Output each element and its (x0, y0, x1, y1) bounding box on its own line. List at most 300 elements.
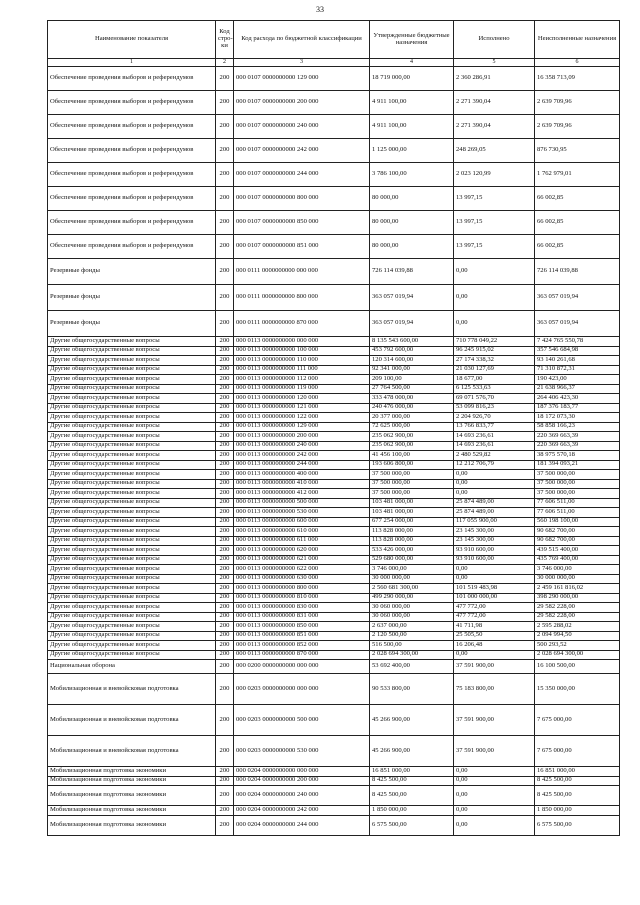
row-name: Другие общегосударственные вопросы (48, 546, 216, 556)
table-row (48, 641, 620, 651)
row-approved: 80 000,00 (370, 187, 454, 211)
row-budget-code: 000 0113 0000000000 630 000 (234, 574, 370, 584)
row-executed: 6 125 533,63 (454, 384, 535, 394)
row-approved: 80 000,00 (370, 235, 454, 259)
row-executed: 23 145 300,00 (454, 536, 535, 546)
row-name: Национальная оборона (48, 660, 216, 674)
row-executed: 18 677,00 (454, 375, 535, 385)
row-executed: 13 997,15 (454, 235, 535, 259)
col-number: 3 (234, 59, 370, 67)
row-line-code: 200 (216, 479, 234, 489)
row-executed: 53 099 816,23 (454, 403, 535, 413)
row-remaining: 66 002,85 (535, 235, 620, 259)
row-executed: 25 874 489,00 (454, 498, 535, 508)
row-name: Другие общегосударственные вопросы (48, 451, 216, 461)
row-budget-code: 000 0204 0000000000 244 000 (234, 815, 370, 835)
table-row (48, 767, 620, 777)
row-line-code: 200 (216, 705, 234, 736)
table-row (48, 674, 620, 705)
row-approved: 516 500,00 (370, 641, 454, 651)
budget-execution-table (47, 20, 620, 836)
row-budget-code: 000 0113 0000000000 831 000 (234, 612, 370, 622)
row-approved: 16 851 000,00 (370, 767, 454, 777)
row-budget-code: 000 0107 0000000000 242 000 (234, 139, 370, 163)
row-budget-code: 000 0113 0000000000 200 000 (234, 432, 370, 442)
row-line-code: 200 (216, 422, 234, 432)
row-budget-code: 000 0113 0000000000 110 000 (234, 356, 370, 366)
row-approved: 37 500 000,00 (370, 470, 454, 480)
row-budget-code: 000 0113 0000000000 620 000 (234, 546, 370, 556)
table-row (48, 441, 620, 451)
row-name: Другие общегосударственные вопросы (48, 508, 216, 518)
row-budget-code: 000 0113 0000000000 810 000 (234, 593, 370, 603)
row-name: Обеспечение проведения выборов и референдумов (48, 91, 216, 115)
table-row (48, 536, 620, 546)
row-remaining: 77 606 511,00 (535, 508, 620, 518)
row-budget-code: 000 0113 0000000000 000 000 (234, 337, 370, 347)
row-budget-code: 000 0203 0000000000 530 000 (234, 736, 370, 767)
row-budget-code: 000 0113 0000000000 530 000 (234, 508, 370, 518)
row-remaining: 93 140 261,68 (535, 356, 620, 366)
col-number: 6 (535, 59, 620, 67)
row-budget-code: 000 0113 0000000000 412 000 (234, 489, 370, 499)
row-remaining: 220 369 663,39 (535, 441, 620, 451)
table-row (48, 517, 620, 527)
row-budget-code: 000 0113 0000000000 240 000 (234, 441, 370, 451)
row-approved: 1 125 000,00 (370, 139, 454, 163)
row-name: Другие общегосударственные вопросы (48, 375, 216, 385)
row-line-code: 200 (216, 631, 234, 641)
table-row (48, 705, 620, 736)
row-line-code: 200 (216, 555, 234, 565)
row-name: Другие общегосударственные вопросы (48, 346, 216, 356)
row-remaining: 439 515 400,00 (535, 546, 620, 556)
row-line-code: 200 (216, 806, 234, 816)
row-name: Обеспечение проведения выборов и референдумов (48, 67, 216, 91)
table-row (48, 565, 620, 575)
row-remaining: 435 769 400,00 (535, 555, 620, 565)
row-budget-code: 000 0107 0000000000 800 000 (234, 187, 370, 211)
row-budget-code: 000 0113 0000000000 830 000 (234, 603, 370, 613)
row-approved: 193 606 800,00 (370, 460, 454, 470)
row-remaining: 363 057 019,94 (535, 311, 620, 337)
row-remaining: 264 406 423,30 (535, 394, 620, 404)
row-remaining: 15 350 000,00 (535, 674, 620, 705)
table-row (48, 815, 620, 835)
row-line-code: 200 (216, 527, 234, 537)
row-executed: 2 360 286,91 (454, 67, 535, 91)
row-name: Другие общегосударственные вопросы (48, 650, 216, 660)
table-row (48, 603, 620, 613)
row-budget-code: 000 0204 0000000000 200 000 (234, 776, 370, 786)
row-line-code: 200 (216, 451, 234, 461)
table-row (48, 259, 620, 285)
row-line-code: 200 (216, 584, 234, 594)
row-name: Обеспечение проведения выборов и референдумов (48, 163, 216, 187)
row-approved: 120 314 600,00 (370, 356, 454, 366)
row-budget-code: 000 0107 0000000000 129 000 (234, 67, 370, 91)
row-remaining: 3 746 000,00 (535, 565, 620, 575)
row-approved: 45 266 900,00 (370, 705, 454, 736)
row-line-code: 200 (216, 674, 234, 705)
row-budget-code: 000 0113 0000000000 851 000 (234, 631, 370, 641)
col-number: 4 (370, 59, 454, 67)
header-executed: Исполнено (454, 21, 535, 59)
row-executed: 2 204 926,70 (454, 413, 535, 423)
row-approved: 240 476 000,00 (370, 403, 454, 413)
row-name: Другие общегосударственные вопросы (48, 337, 216, 347)
row-remaining: 2 094 994,50 (535, 631, 620, 641)
table-row (48, 460, 620, 470)
row-approved: 235 062 900,00 (370, 441, 454, 451)
row-remaining: 7 675 000,00 (535, 705, 620, 736)
row-name: Обеспечение проведения выборов и референдумов (48, 115, 216, 139)
row-approved: 37 500 000,00 (370, 479, 454, 489)
row-line-code: 200 (216, 508, 234, 518)
row-line-code: 200 (216, 394, 234, 404)
row-name: Мобилизационная подготовка экономики (48, 767, 216, 777)
row-budget-code: 000 0113 0000000000 111 000 (234, 365, 370, 375)
table-row (48, 508, 620, 518)
row-line-code: 200 (216, 622, 234, 632)
table-row (48, 394, 620, 404)
row-budget-code: 000 0113 0000000000 850 000 (234, 622, 370, 632)
row-remaining: 37 500 000,00 (535, 470, 620, 480)
row-remaining: 16 358 713,09 (535, 67, 620, 91)
table-row (48, 806, 620, 816)
row-line-code: 200 (216, 441, 234, 451)
row-approved: 2 560 681 300,00 (370, 584, 454, 594)
row-approved: 209 100,00 (370, 375, 454, 385)
table-row (48, 498, 620, 508)
row-executed: 2 271 390,04 (454, 115, 535, 139)
row-budget-code: 000 0111 0000000000 870 000 (234, 311, 370, 337)
row-approved: 363 057 019,94 (370, 285, 454, 311)
row-executed: 69 071 576,70 (454, 394, 535, 404)
row-remaining: 181 394 093,21 (535, 460, 620, 470)
row-budget-code: 000 0113 0000000000 610 000 (234, 527, 370, 537)
row-name: Другие общегосударственные вопросы (48, 527, 216, 537)
row-line-code: 200 (216, 384, 234, 394)
row-remaining: 71 310 872,31 (535, 365, 620, 375)
row-name: Другие общегосударственные вопросы (48, 413, 216, 423)
col-number: 2 (216, 59, 234, 67)
row-line-code: 200 (216, 259, 234, 285)
row-line-code: 200 (216, 356, 234, 366)
row-name: Другие общегосударственные вопросы (48, 612, 216, 622)
row-name: Другие общегосударственные вопросы (48, 356, 216, 366)
row-budget-code: 000 0113 0000000000 119 000 (234, 384, 370, 394)
row-executed: 13 997,15 (454, 211, 535, 235)
row-budget-code: 000 0113 0000000000 120 000 (234, 394, 370, 404)
row-line-code: 200 (216, 337, 234, 347)
table-row (48, 546, 620, 556)
row-remaining: 21 638 966,37 (535, 384, 620, 394)
row-remaining: 876 730,95 (535, 139, 620, 163)
row-name: Другие общегосударственные вопросы (48, 441, 216, 451)
row-remaining: 58 858 166,23 (535, 422, 620, 432)
row-approved: 333 478 000,00 (370, 394, 454, 404)
row-executed: 0,00 (454, 786, 535, 806)
table-row (48, 650, 620, 660)
row-remaining: 90 682 700,00 (535, 536, 620, 546)
row-remaining: 29 582 228,00 (535, 612, 620, 622)
row-remaining: 398 290 000,00 (535, 593, 620, 603)
table-row (48, 235, 620, 259)
row-remaining: 37 500 000,00 (535, 489, 620, 499)
row-name: Резервные фонды (48, 285, 216, 311)
table-row (48, 163, 620, 187)
row-executed: 13 997,15 (454, 187, 535, 211)
row-approved: 27 764 500,00 (370, 384, 454, 394)
row-budget-code: 000 0111 0000000000 800 000 (234, 285, 370, 311)
row-name: Другие общегосударственные вопросы (48, 460, 216, 470)
row-line-code: 200 (216, 517, 234, 527)
row-approved: 103 481 000,00 (370, 498, 454, 508)
row-budget-code: 000 0113 0000000000 500 000 (234, 498, 370, 508)
row-line-code: 200 (216, 432, 234, 442)
row-executed: 96 245 915,02 (454, 346, 535, 356)
row-line-code: 200 (216, 498, 234, 508)
row-executed: 101 519 483,98 (454, 584, 535, 594)
row-remaining: 30 000 000,00 (535, 574, 620, 584)
row-line-code: 200 (216, 460, 234, 470)
row-line-code: 200 (216, 489, 234, 499)
row-approved: 533 426 000,00 (370, 546, 454, 556)
row-remaining: 363 057 019,94 (535, 285, 620, 311)
row-name: Резервные фонды (48, 259, 216, 285)
row-executed: 0,00 (454, 565, 535, 575)
row-executed: 477 772,00 (454, 612, 535, 622)
row-name: Другие общегосударственные вопросы (48, 555, 216, 565)
table-row (48, 479, 620, 489)
table-row (48, 67, 620, 91)
table-row (48, 356, 620, 366)
row-line-code: 200 (216, 612, 234, 622)
row-budget-code: 000 0113 0000000000 852 000 (234, 641, 370, 651)
row-executed: 101 000 000,00 (454, 593, 535, 603)
row-line-code: 200 (216, 536, 234, 546)
row-name: Другие общегосударственные вопросы (48, 622, 216, 632)
row-executed: 710 778 049,22 (454, 337, 535, 347)
header-name: Наименование показателя (48, 21, 216, 59)
row-approved: 6 575 500,00 (370, 815, 454, 835)
row-approved: 92 341 000,00 (370, 365, 454, 375)
row-budget-code: 000 0113 0000000000 244 000 (234, 460, 370, 470)
row-remaining: 190 423,00 (535, 375, 620, 385)
row-approved: 45 266 900,00 (370, 736, 454, 767)
table-row (48, 489, 620, 499)
row-line-code: 200 (216, 413, 234, 423)
table-row (48, 470, 620, 480)
row-line-code: 200 (216, 285, 234, 311)
row-line-code: 200 (216, 603, 234, 613)
row-budget-code: 000 0107 0000000000 200 000 (234, 91, 370, 115)
row-approved: 4 911 100,00 (370, 115, 454, 139)
row-approved: 2 120 500,00 (370, 631, 454, 641)
row-executed: 27 174 338,32 (454, 356, 535, 366)
row-name: Мобилизационная подготовка экономики (48, 776, 216, 786)
header-line-code: Код стро-ки (216, 21, 234, 59)
table-row (48, 736, 620, 767)
row-name: Другие общегосударственные вопросы (48, 593, 216, 603)
table-row (48, 660, 620, 674)
row-executed: 93 910 600,00 (454, 546, 535, 556)
row-budget-code: 000 0107 0000000000 240 000 (234, 115, 370, 139)
row-approved: 529 680 000,00 (370, 555, 454, 565)
row-executed: 25 874 489,00 (454, 508, 535, 518)
row-name: Другие общегосударственные вопросы (48, 479, 216, 489)
row-line-code: 200 (216, 470, 234, 480)
row-approved: 20 377 000,00 (370, 413, 454, 423)
row-executed: 0,00 (454, 650, 535, 660)
row-line-code: 200 (216, 776, 234, 786)
row-name: Другие общегосударственные вопросы (48, 498, 216, 508)
row-remaining: 500 293,52 (535, 641, 620, 651)
row-name: Другие общегосударственные вопросы (48, 394, 216, 404)
row-executed: 14 693 236,61 (454, 441, 535, 451)
table-row (48, 593, 620, 603)
row-approved: 30 060 000,00 (370, 603, 454, 613)
row-line-code: 200 (216, 767, 234, 777)
row-budget-code: 000 0113 0000000000 600 000 (234, 517, 370, 527)
row-remaining: 2 459 161 816,02 (535, 584, 620, 594)
table-row (48, 584, 620, 594)
row-approved: 53 692 400,00 (370, 660, 454, 674)
row-budget-code: 000 0203 0000000000 500 000 (234, 705, 370, 736)
row-line-code: 200 (216, 346, 234, 356)
header-row (48, 21, 620, 59)
row-budget-code: 000 0111 0000000000 000 000 (234, 259, 370, 285)
row-budget-code: 000 0113 0000000000 129 000 (234, 422, 370, 432)
row-line-code: 200 (216, 565, 234, 575)
row-name: Другие общегосударственные вопросы (48, 584, 216, 594)
row-executed: 117 055 900,00 (454, 517, 535, 527)
row-approved: 90 533 800,00 (370, 674, 454, 705)
row-line-code: 200 (216, 375, 234, 385)
table-row (48, 776, 620, 786)
row-executed: 75 183 800,00 (454, 674, 535, 705)
row-remaining: 16 100 500,00 (535, 660, 620, 674)
table-row (48, 311, 620, 337)
row-name: Другие общегосударственные вопросы (48, 517, 216, 527)
row-executed: 2 271 390,04 (454, 91, 535, 115)
row-remaining: 77 606 511,00 (535, 498, 620, 508)
row-executed: 2 480 529,82 (454, 451, 535, 461)
row-line-code: 200 (216, 786, 234, 806)
row-line-code: 200 (216, 660, 234, 674)
row-executed: 477 772,00 (454, 603, 535, 613)
row-name: Мобилизационная подготовка экономики (48, 815, 216, 835)
row-budget-code: 000 0107 0000000000 851 000 (234, 235, 370, 259)
row-name: Другие общегосударственные вопросы (48, 536, 216, 546)
row-name: Другие общегосударственные вопросы (48, 565, 216, 575)
row-remaining: 357 546 684,98 (535, 346, 620, 356)
row-executed: 0,00 (454, 479, 535, 489)
row-line-code: 200 (216, 139, 234, 163)
page-number: 33 (316, 5, 324, 14)
row-line-code: 200 (216, 91, 234, 115)
table-row (48, 612, 620, 622)
row-approved: 8 135 543 600,00 (370, 337, 454, 347)
row-executed: 0,00 (454, 815, 535, 835)
row-remaining: 7 424 765 550,78 (535, 337, 620, 347)
table-row (48, 631, 620, 641)
table-row (48, 187, 620, 211)
row-approved: 2 028 694 300,00 (370, 650, 454, 660)
table-row (48, 384, 620, 394)
row-name: Другие общегосударственные вопросы (48, 470, 216, 480)
row-line-code: 200 (216, 650, 234, 660)
header-budget-code: Код расхода по бюджетной классификации (234, 21, 370, 59)
row-executed: 0,00 (454, 311, 535, 337)
row-budget-code: 000 0107 0000000000 850 000 (234, 211, 370, 235)
row-remaining: 90 682 700,00 (535, 527, 620, 537)
row-line-code: 200 (216, 736, 234, 767)
table-row (48, 375, 620, 385)
row-name: Другие общегосударственные вопросы (48, 489, 216, 499)
row-budget-code: 000 0204 0000000000 242 000 (234, 806, 370, 816)
table-row (48, 574, 620, 584)
table-row (48, 622, 620, 632)
row-executed: 0,00 (454, 489, 535, 499)
row-budget-code: 000 0113 0000000000 611 000 (234, 536, 370, 546)
table-row (48, 403, 620, 413)
row-approved: 453 792 600,00 (370, 346, 454, 356)
row-budget-code: 000 0200 0000000000 000 000 (234, 660, 370, 674)
row-remaining: 66 002,85 (535, 211, 620, 235)
row-line-code: 200 (216, 403, 234, 413)
table-row (48, 527, 620, 537)
row-executed: 37 591 900,00 (454, 736, 535, 767)
row-name: Другие общегосударственные вопросы (48, 365, 216, 375)
row-name: Обеспечение проведения выборов и референдумов (48, 139, 216, 163)
row-executed: 0,00 (454, 806, 535, 816)
row-line-code: 200 (216, 211, 234, 235)
row-name: Другие общегосударственные вопросы (48, 384, 216, 394)
row-approved: 1 850 000,00 (370, 806, 454, 816)
row-remaining: 18 172 073,30 (535, 413, 620, 423)
row-executed: 25 505,50 (454, 631, 535, 641)
table-row (48, 432, 620, 442)
row-approved: 8 425 500,00 (370, 776, 454, 786)
row-line-code: 200 (216, 311, 234, 337)
row-executed: 0,00 (454, 574, 535, 584)
row-line-code: 200 (216, 187, 234, 211)
row-approved: 363 057 019,94 (370, 311, 454, 337)
row-executed: 37 591 900,00 (454, 660, 535, 674)
row-approved: 2 637 000,00 (370, 622, 454, 632)
row-remaining: 1 762 979,01 (535, 163, 620, 187)
row-executed: 13 766 833,77 (454, 422, 535, 432)
row-budget-code: 000 0113 0000000000 410 000 (234, 479, 370, 489)
table-row (48, 555, 620, 565)
row-remaining: 2 595 288,02 (535, 622, 620, 632)
row-remaining: 560 198 100,00 (535, 517, 620, 527)
row-name: Резервные фонды (48, 311, 216, 337)
row-budget-code: 000 0107 0000000000 244 000 (234, 163, 370, 187)
row-line-code: 200 (216, 365, 234, 375)
row-executed: 0,00 (454, 285, 535, 311)
row-remaining: 29 582 228,00 (535, 603, 620, 613)
row-budget-code: 000 0203 0000000000 000 000 (234, 674, 370, 705)
column-number-row (48, 59, 620, 67)
row-approved: 499 290 000,00 (370, 593, 454, 603)
table-row (48, 211, 620, 235)
row-line-code: 200 (216, 163, 234, 187)
row-remaining: 37 500 000,00 (535, 479, 620, 489)
row-remaining: 726 114 039,88 (535, 259, 620, 285)
